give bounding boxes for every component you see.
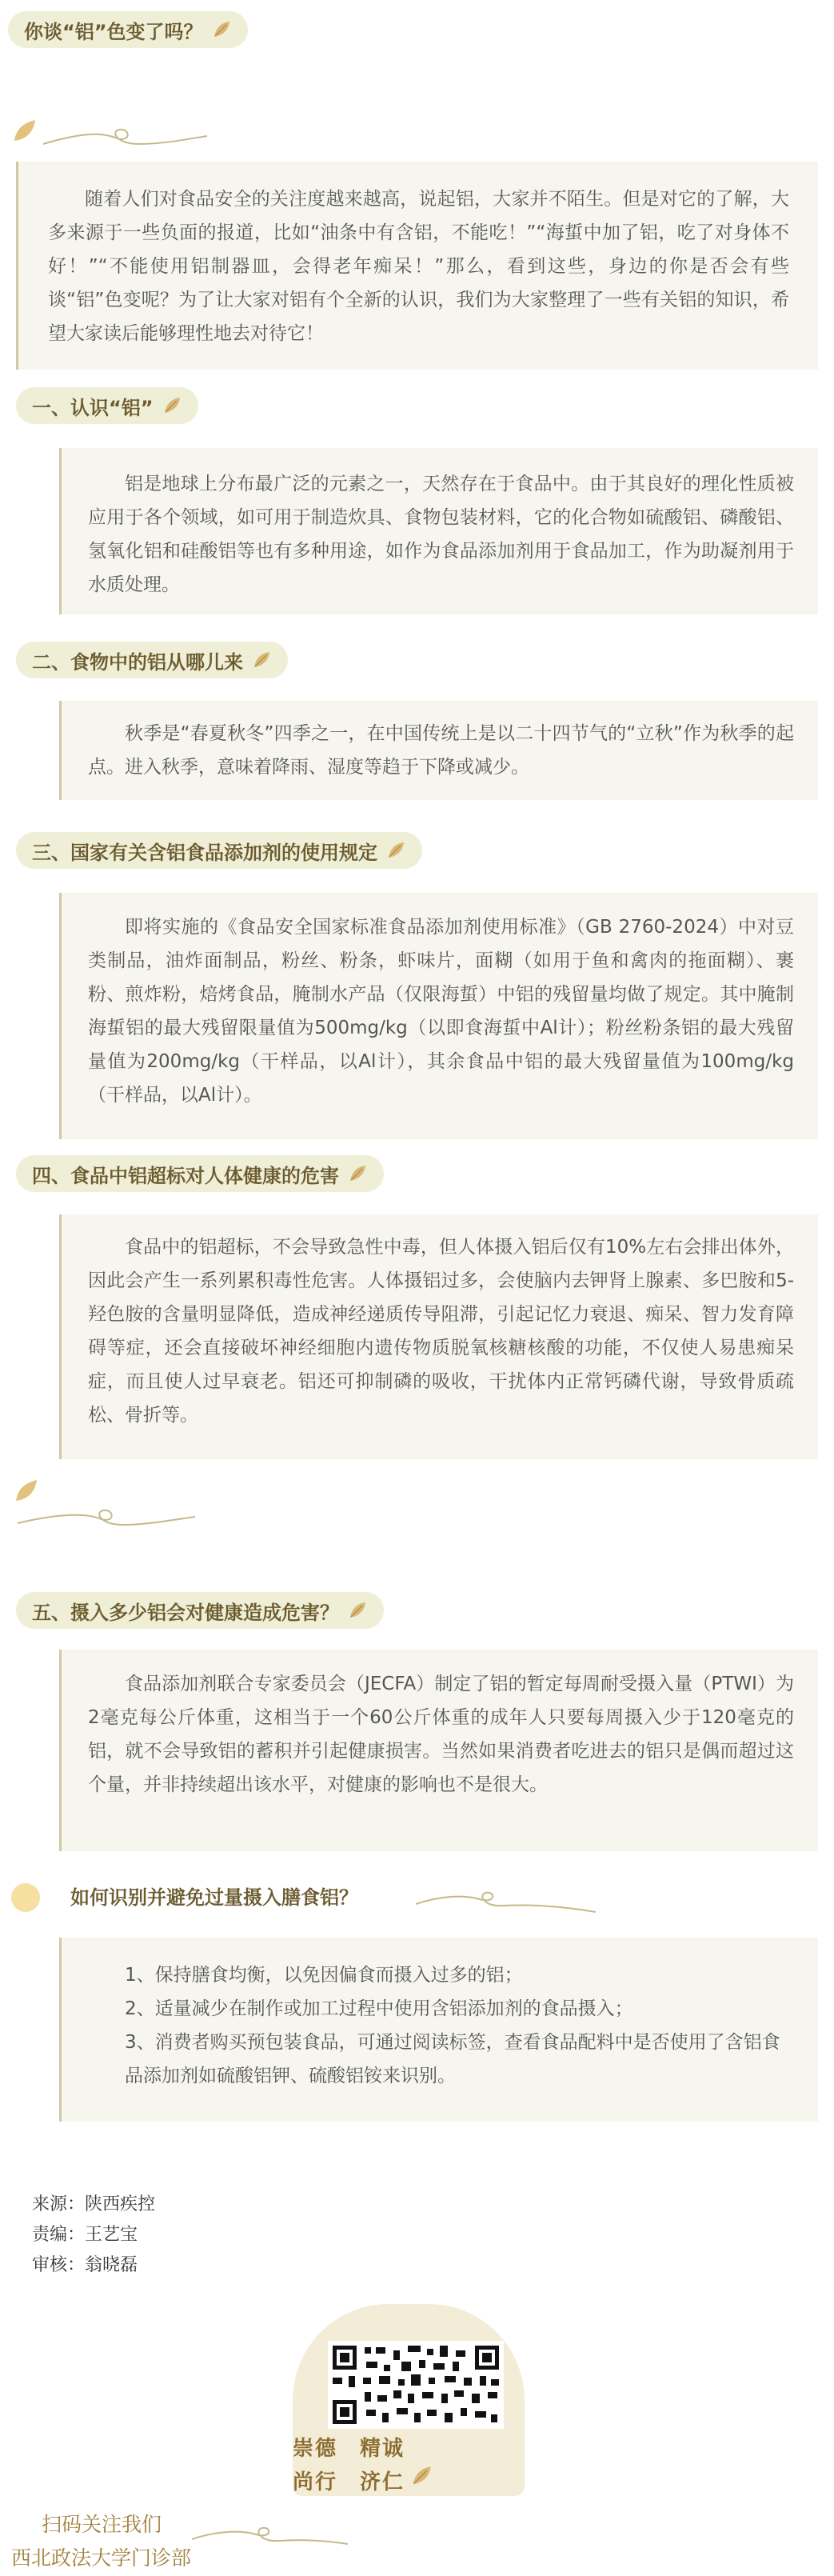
section-5-title: 五、摄入多少铝会对健康造成危害？ bbox=[32, 1601, 339, 1624]
section-4-title: 四、食品中铝超标对人体健康的危害 bbox=[32, 1164, 339, 1187]
tips-item: 3、消费者购买预包装食品，可通过阅读标签，查看食品配料中是否使用了含铝食品添加剂如硫酸铝钾、硫酸铝铵来识别。 bbox=[125, 2032, 780, 2086]
section-1-box bbox=[59, 448, 818, 614]
credit-editor: 责编：王艺宝 bbox=[32, 2225, 138, 2245]
section-4-title-pill bbox=[16, 1155, 384, 1192]
leaf-icon bbox=[211, 19, 232, 40]
section-5-title-pill bbox=[16, 1592, 384, 1629]
section-2-title-pill bbox=[16, 642, 288, 678]
section-1-title-pill bbox=[16, 387, 198, 424]
section-5-box bbox=[59, 1650, 818, 1851]
section-1-title: 一、认识“铝” bbox=[32, 396, 154, 419]
leaf-icon bbox=[251, 650, 272, 670]
box-left-bar bbox=[59, 701, 62, 800]
credit-source: 来源：陕西疾控 bbox=[32, 2194, 156, 2214]
section-1-text: 铝是地球上分布最广泛的元素之一，天然存在于食品中。由于其良好的理化性质被应用于各个领域，如可用于制造炊具、食物包装材料，它的化合物如硫酸铝、磷酸铝、氢氧化铝和硅酸铝等也有多种用途，如作为食品添加剂用于食品加工，作为助凝剂用于水质处理。 bbox=[88, 474, 794, 595]
swirl-decoration bbox=[416, 1888, 600, 1920]
section-3-text: 即将实施的《食品安全国家标准食品添加剂使用标准》（GB 2760-2024）中对豆类制品，油炸面制品，粉丝、粉条，虾味片，面糊（如用于鱼和禽肉的拖面糊）、裹粉、煎炸粉，焙烤食品，腌制水产品（仅限海蜇）中铝的残留量均做了规定。其中腌制海蜇铝的最大残留限量值为500mg/kg（以即食海蜇中Al计）；粉丝粉条铝的最大残留量值为200mg/kg（干样品，以Al计），其余食品中铝的最大残留量值为100mg/kg（干样品，以Al计）。 bbox=[88, 917, 794, 1106]
motto-line-1: 崇德 精诚 bbox=[293, 2437, 405, 2461]
box-left-bar bbox=[59, 1938, 62, 2122]
qr-code-image bbox=[328, 2341, 504, 2429]
section-2-box bbox=[59, 701, 818, 800]
leaf-icon bbox=[409, 2464, 433, 2488]
tips-item: 2、适量减少在制作或加工过程中使用含铝添加剂的食品摄入； bbox=[125, 1998, 633, 2019]
leaf-icon bbox=[162, 395, 182, 416]
box-left-bar bbox=[16, 162, 18, 370]
tips-item: 1、保持膳食均衡，以免因偏食而摄入过多的铝； bbox=[125, 1965, 523, 1986]
box-left-bar bbox=[59, 1650, 62, 1851]
leaf-swirl-decoration bbox=[11, 112, 211, 160]
box-left-bar bbox=[59, 1214, 62, 1459]
swirl-decoration bbox=[192, 2520, 352, 2552]
section-5-text: 食品添加剂联合专家委员会（JECFA）制定了铝的暂定每周耐受摄入量（PTWI）为2毫克每公斤体重，这相当于一个60公斤体重的成年人只要每周摄入少于120毫克的铝，就不会导致铝的蓄积并引起健康损害。当然如果消费者吃进去的铝只是偶而超过这个量，并非持续超出该水平，对健康的影响也不是很大。 bbox=[88, 1674, 794, 1795]
page-title-pill bbox=[8, 11, 248, 48]
box-left-bar bbox=[59, 893, 62, 1139]
intro-text: 随着人们对食品安全的关注度越来越高，说起铝，大家并不陌生。但是对它的了解，大多来源于一些负面的报道，比如“油条中有含铝，不能吃！”“海蜇中加了铝，吃了对身体不好！”“不能使用铝制器皿，会得老年痴呆！”那么，看到这些，身边的你是否会有些谈“铝”色变呢？为了让大家对铝有个全新的认识，我们为大家整理了一些有关铝的知识，希望大家读后能够理性地去对待它！ bbox=[48, 189, 789, 344]
org-name: 西北政法大学门诊部 bbox=[11, 2546, 192, 2570]
section-4-text: 食品中的铝超标，不会导致急性中毒，但人体摄入铝后仅有10%左右会排出体外，因此会产生一系列累积毒性危害。人体摄铝过多，会使脑内去钾肾上腺素、多巴胺和5-羟色胺的含量明显降低，造成神经递质传导阻滞，引起记忆力衰退、痴呆、智力发育障碍等症，还会直接破坏神经细胞内遗传物质脱氧核糖核酸的功能，不仅使人易患痴呆症，而且使人过早衰老。铝还可抑制磷的吸收，干扰体内正常钙磷代谢，导致骨质疏松、骨折等。 bbox=[88, 1237, 794, 1426]
motto-line-2: 尚行 济仁 bbox=[293, 2470, 405, 2494]
leaf-icon bbox=[347, 1163, 368, 1184]
scan-follow-text: 扫码关注我们 bbox=[42, 2513, 162, 2536]
section-3-title: 三、国家有关含铝食品添加剂的使用规定 bbox=[32, 841, 377, 864]
section-3-title-pill bbox=[16, 832, 422, 869]
leaf-swirl-decoration bbox=[11, 1477, 211, 1541]
leaf-icon bbox=[347, 1600, 368, 1621]
section-2-text: 秋季是“春夏秋冬”四季之一，在中国传统上是以二十四节气的“立秋”作为秋季的起点。进入秋季，意味着降雨、湿度等趋于下降或减少。 bbox=[88, 723, 794, 778]
box-left-bar bbox=[59, 448, 62, 614]
section-4-box bbox=[59, 1214, 818, 1459]
page-title: 你谈“铝”色变了吗？ bbox=[24, 20, 203, 43]
section-3-box bbox=[59, 893, 818, 1139]
tips-box bbox=[59, 1938, 818, 2122]
credit-reviewer: 审核：翁晓磊 bbox=[32, 2255, 138, 2275]
section-2-title: 二、食物中的铝从哪儿来 bbox=[32, 650, 243, 674]
intro-box bbox=[16, 162, 818, 370]
tips-title: 如何识别并避免过量摄入膳食铝？ bbox=[70, 1886, 358, 1909]
leaf-icon bbox=[385, 840, 406, 861]
tips-circle-decoration bbox=[8, 1880, 43, 1915]
